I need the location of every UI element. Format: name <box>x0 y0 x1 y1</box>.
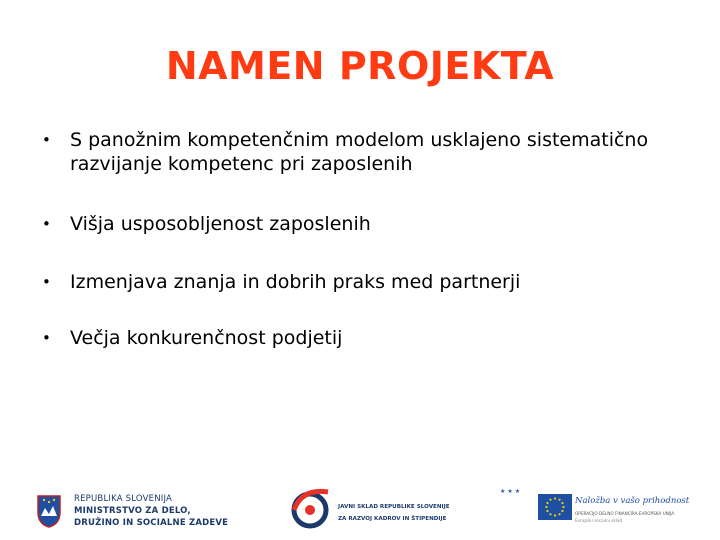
bullet-dot: • <box>42 273 51 291</box>
footer-logos <box>0 480 720 540</box>
ministry-logo <box>30 490 230 538</box>
stars-decoration-icon: ★★★ <box>500 488 523 495</box>
eu-flag-icon <box>538 494 572 520</box>
bullet-dot: • <box>42 215 51 233</box>
bullet-dot: • <box>42 131 51 149</box>
eu-fund-name: Evropski socialni sklad <box>575 518 623 523</box>
bullet-item <box>38 212 678 236</box>
eu-slogan: Naložba v vašo prihodnost <box>575 496 690 506</box>
bullet-text: S panožnim kompetenčnim modelom usklajeno sistematično razvijanje kompetenc pri zaposlenih <box>70 129 649 175</box>
bullet-text: Večja konkurenčnost podjetij <box>70 327 343 349</box>
ministry-line-2: MINISTRSTVO ZA DELO, <box>74 506 191 516</box>
sklad-line-1: JAVNI SKLAD REPUBLIKE SLOVENIJE <box>338 504 450 510</box>
slide-title: NAMEN PROJEKTA <box>165 44 555 88</box>
bullet-item <box>38 128 678 176</box>
bullet-item <box>38 326 678 350</box>
eu-subtitle: OPERACIJO DELNO FINANCIRA EVROPSKA UNIJA <box>575 511 675 516</box>
sklad-logo <box>288 484 468 536</box>
bullet-text: Izmenjava znanja in dobrih praks med partnerji <box>70 271 521 293</box>
ministry-line-3: DRUŽINO IN SOCIALNE ZADEVE <box>74 518 229 528</box>
slovenia-coat-of-arms-icon <box>36 494 62 528</box>
bullet-item <box>38 270 678 294</box>
bullet-list <box>38 128 678 350</box>
sklad-line-2: ZA RAZVOJ KADROV IN ŠTIPENDIJE <box>338 516 447 522</box>
bullet-text: Višja usposobljenost zaposlenih <box>70 213 371 235</box>
eu-logo <box>500 486 690 536</box>
bullet-dot: • <box>42 329 51 347</box>
sklad-emblem-icon <box>288 484 334 536</box>
ministry-line-1: REPUBLIKA SLOVENIJA <box>74 494 173 504</box>
